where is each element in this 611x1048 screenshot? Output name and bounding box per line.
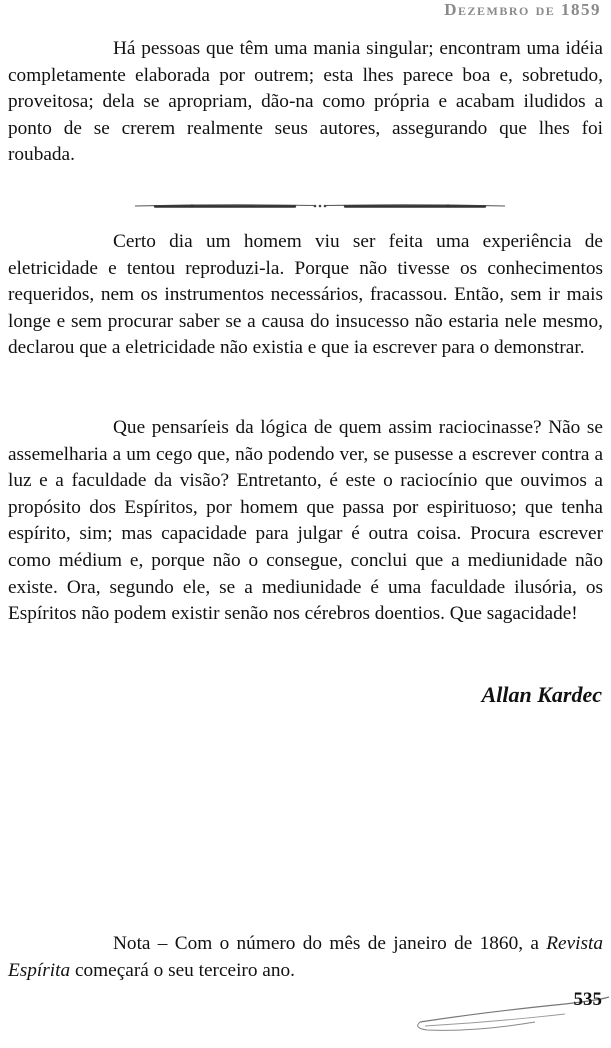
- ornament-divider: [135, 198, 505, 214]
- journal-title: Revista Espírita: [8, 933, 603, 981]
- footnote: [8, 931, 603, 984]
- author-signature: Allan Kardec: [481, 682, 602, 707]
- paragraph-2: Certo dia um homem viu ser feita uma experiência de eletricidade e tentou reproduzi-la. Porque não tivesse os conhecimentos requeridos, nem os instrumentos necessários, fracassou. Então, sem ir mais longe e sem procurar saber se a causa do insucesso não estaria nele mesmo, declarou que a eletricidade não existia e que ia escrever para o demonstrar.: [8, 231, 603, 359]
- paragraph-3: Que pensaríeis da lógica de quem assim raciocinasse? Não se assemelharia a um cego que, não podendo ver, se pusesse a escrever contra a luz e a faculdade da visão? Entretanto, é este o raciocínio que ouvimos a propósito dos Espíritos, por homem que passa por espirituoso; que tenha espírito, sim; mas capacidade para julgar é outra coisa. Procura escrever como médium e, porque não o consegue, conclui que a mediunidade não existe. Ora, segundo ele, se a mediunidade é uma faculdade ilusória, os Espíritos não podem existir senão nos cérebros doentios. Que sagacidade!: [8, 417, 603, 625]
- paragraph-1: Há pessoas que têm uma mania singular; encontram uma idéia completamente elaborada por outrem; esta lhes parece boa e, sobretudo, proveitosa; dela se apropriam, dão-na como própria e acabam iludidos a ponto de se crerem realmente seus autores, assegurando que lhes foi roubada.: [8, 38, 603, 166]
- footnote-text-end: começará o seu terceiro ano.: [70, 959, 295, 981]
- page-number: 535: [573, 989, 602, 1010]
- footnote-text-start: Nota – Com o número do mês de janeiro de 1860, a: [113, 933, 547, 954]
- running-header: Dezembro de 1859: [444, 0, 601, 19]
